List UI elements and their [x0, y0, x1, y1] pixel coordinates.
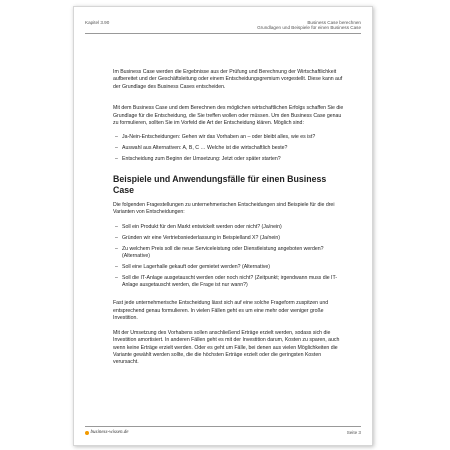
paragraph-examples-intro: Die folgenden Fragestellungen zu unternehmerischen Entscheidungen sind Beispiele für die drei Varianten von Entscheidungen: — [113, 201, 335, 216]
dash-marker: – — [115, 145, 118, 152]
paragraph-decision-types: Mit dem Business Case und dem Berechnen des möglichen wirtschaftlichen Erfolgs schaffen Sie die Grundlage für die Entscheidung, die Sie treffen wollen oder müssen. Um den Business Case genau zu formulieren, sollten Sie im Vorfeld die Art der Entscheidung klären. Möglich sind: — [113, 105, 344, 127]
dash-marker: – — [115, 245, 118, 252]
dash-marker: – — [115, 275, 118, 282]
list-item: – Entscheidung zum Beginn der Umsetzung: Jetzt oder später starten? — [115, 156, 281, 163]
document-page — [73, 6, 373, 446]
dash-marker: – — [115, 234, 118, 241]
paragraph-investment: Fast jede unternehmerische Entscheidung lässt sich auf eine solche Frageform zuspitzen und entsprechend genau formulieren. In vielen Fällen geht es um eine mehr oder weniger große Investition. — [113, 300, 329, 322]
list-item: – Soll eine Lagerhalle gekauft oder gemietet werden? (Alternative) — [115, 264, 270, 271]
decision-types-list — [113, 134, 344, 163]
footer-logo-text: business-wissen.de — [90, 430, 129, 435]
header-title-line1: Business Case berechnen — [307, 20, 361, 25]
list-item: – Ja-Nein-Entscheidungen: Gehen wir das Vorhaben an – oder bleibt alles, wie es ist? — [115, 134, 316, 141]
header-chapter: Kapitel 3.90 — [85, 20, 110, 25]
page-number: Seite 3 — [346, 430, 361, 435]
footer-divider — [85, 426, 361, 427]
footer-logo — [85, 430, 128, 435]
header-title-line2: Grundlagen und Beispiele für einen Business Case — [257, 25, 361, 31]
dash-marker: – — [115, 156, 118, 163]
dash-marker: – — [115, 223, 118, 230]
examples-list — [113, 224, 344, 290]
page-body — [113, 69, 344, 367]
list-item: – Zu welchem Preis soll die neue Serviceleistung oder Dienstleistung angeboten werden? (Alternative) — [115, 245, 324, 260]
paragraph-amortization: Mit der Umsetzung des Vorhabens sollen anschließend Erträge erzielt werden, sodass sich die Investition amortisiert. In anderen Fällen geht es mit der Investition darum, Kosten zu sparen, auch wenn keine Erträge erzielt werden. Oder es geht um Fälle, bei denen aus vielen Möglichkeiten die Variante gewählt werden sollte, die die höchsten Erträge erzielt oder die geringsten Kosten verursacht. — [113, 329, 340, 366]
list-item: – Gründen wir eine Vertriebsniederlassung in Beispielland X? (Ja/nein) — [115, 234, 281, 241]
logo-dot-icon — [85, 431, 89, 435]
list-item: – Soll die IT-Anlage ausgetauscht werden oder noch nicht? (Zeitpunkt; irgendwann muss die IT-Anlage ausgetauscht werden, die Frage ist nur wann?) — [115, 275, 338, 289]
paragraph-intro: Im Business Case werden die Ergebnisse aus der Prüfung und Berechnung der Wirtschaftlichkeit aufbereitet und der Geschäftsleitung oder einem Entscheidungsgremium vorgestellt. Diese kann auf der Grundlage des Business Cases entscheiden. — [113, 69, 343, 90]
header-title — [257, 20, 361, 31]
list-item: – Auswahl aus Alternativen: A, B, C … Welche ist die wirtschaftlich beste? — [115, 145, 288, 152]
section-title: Beispiele und Anwendungsfälle für einen Business Case — [113, 174, 327, 195]
dash-marker: – — [115, 264, 118, 271]
list-item: – Soll ein Produkt für den Markt entwickelt werden oder nicht? (Ja/nein) — [115, 223, 282, 230]
dash-marker: – — [115, 134, 118, 141]
header-divider — [85, 33, 361, 34]
